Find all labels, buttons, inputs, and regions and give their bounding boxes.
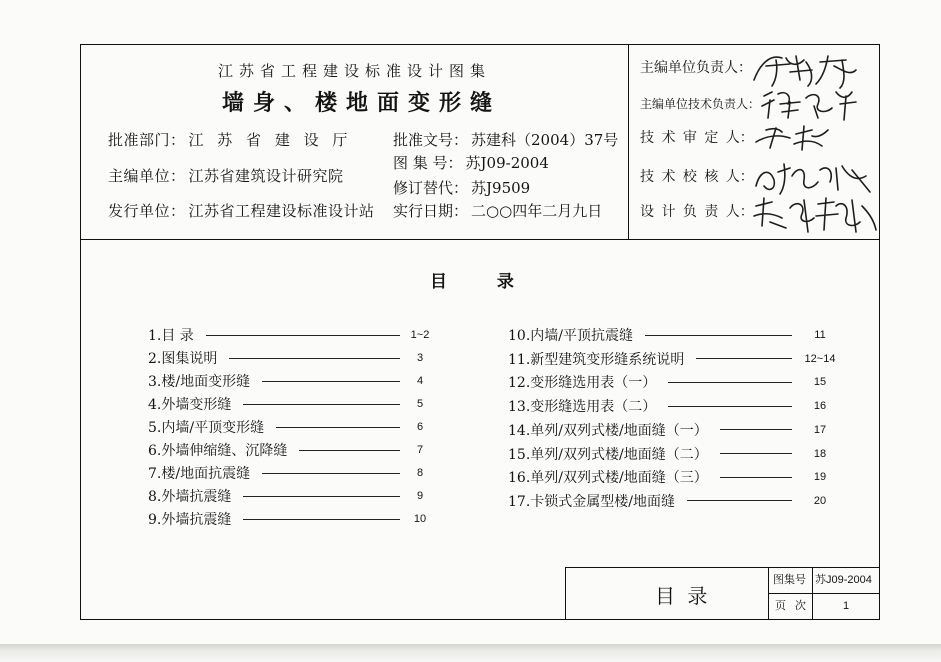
toc-item-page: 7 — [416, 444, 424, 456]
toc-leader-line — [206, 335, 400, 336]
signature-column-divider — [628, 44, 629, 240]
toc-leader-line — [243, 404, 400, 405]
toc-item — [508, 468, 838, 486]
toc-leader-line — [687, 500, 792, 501]
approval-dept-line — [108, 131, 348, 149]
scan-edge-band — [0, 644, 941, 662]
title-block-atlas-no: 苏J09-2004 — [815, 574, 872, 586]
toc-item — [508, 350, 838, 368]
toc-item-title: 13.变形缝选用表（二） — [508, 399, 657, 416]
atlas-no-line — [393, 154, 549, 172]
replaces-value: 苏J9509 — [471, 179, 531, 197]
toc-item — [148, 487, 435, 505]
toc-item-title: 10.内墙/平顶抗震缝 — [508, 328, 633, 344]
replaces-line — [393, 179, 530, 197]
toc-heading: 目 录 — [430, 272, 514, 292]
title-block-title: 目 录 — [655, 584, 708, 608]
effective-date-line — [393, 202, 602, 220]
toc-item-title: 2.图集说明 — [148, 351, 218, 367]
chief-unit-label: 主编单位： — [108, 167, 186, 185]
toc-item — [508, 373, 838, 391]
toc-item-page: 1~2 — [410, 329, 430, 341]
title-block-row-divider — [768, 593, 880, 594]
toc-item-page: 19 — [813, 471, 827, 484]
toc-item — [508, 492, 838, 510]
technical-approver-label: 技 术 审 定 人： — [640, 130, 754, 146]
toc-item — [148, 372, 435, 390]
toc-item-page: 16 — [813, 400, 827, 413]
toc-item — [148, 349, 435, 367]
toc-item-title: 8.外墙抗震缝 — [148, 489, 232, 505]
toc-item-title: 9.外墙抗震缝 — [148, 512, 232, 528]
chief-unit-line — [108, 167, 344, 185]
approval-no-line — [393, 131, 618, 149]
toc-item-title: 5.内墙/平顶变形缝 — [148, 420, 265, 436]
toc-item — [508, 326, 838, 344]
toc-item — [148, 441, 435, 459]
toc-item-title: 14.单列/双列式楼/地面缝（一） — [508, 422, 708, 439]
toc-item-page: 4 — [416, 375, 424, 387]
toc-item — [148, 395, 435, 413]
toc-item — [508, 421, 838, 439]
toc-item-title: 15.单列/双列式楼/地面缝（二） — [508, 446, 708, 463]
approval-dept-label: 批准部门： — [108, 131, 186, 149]
toc-item-title: 16.单列/双列式楼/地面缝（三） — [508, 470, 708, 487]
chief-unit-value: 江苏省建筑设计研究院 — [188, 167, 344, 185]
technical-checker-label: 技 术 校 核 人： — [640, 169, 754, 185]
atlas-no-label: 图 集 号： — [393, 154, 463, 172]
toc-item-page: 3 — [416, 352, 424, 364]
toc-item — [148, 464, 435, 482]
chief-unit-head-label: 主编单位负责人： — [640, 60, 752, 76]
header-divider — [80, 239, 880, 240]
toc-item-title: 4.外墙变形缝 — [148, 397, 232, 413]
effective-date-value: 二○○四年二月九日 — [471, 202, 603, 220]
toc-leader-line — [720, 477, 792, 478]
toc-item — [508, 445, 838, 463]
approval-dept-value: 江 苏 省 建 设 厅 — [188, 131, 348, 149]
toc-leader-line — [243, 496, 400, 497]
toc-item-page: 15 — [813, 376, 827, 389]
toc-item-page: 12~14 — [804, 352, 836, 365]
toc-leader-line — [720, 429, 792, 430]
toc-leader-line — [262, 381, 400, 382]
title-block-page-number: 1 — [843, 600, 850, 612]
toc-item-page: 5 — [416, 398, 424, 410]
toc-item-title: 12.变形缝选用表（一） — [508, 375, 657, 392]
effective-date-label: 实行日期： — [393, 202, 469, 220]
series-title: 江苏省工程建设标准设计图集 — [218, 62, 492, 80]
toc-item — [148, 326, 435, 344]
toc-item — [508, 397, 838, 415]
toc-leader-line — [720, 453, 792, 454]
toc-item-title: 6.外墙伸缩缝、沉降缝 — [148, 443, 288, 459]
toc-item-title: 3.楼/地面变形缝 — [148, 374, 251, 390]
toc-leader-line — [229, 358, 400, 359]
chief-unit-tech-head-label: 主编单位技术负责人： — [640, 97, 761, 111]
atlas-title: 墙身、楼地面变形缝 — [222, 90, 502, 116]
issuing-unit-value: 江苏省工程建设标准设计站 — [188, 202, 375, 220]
title-block-page-label: 页 次 — [775, 600, 807, 612]
issuing-unit-line — [108, 202, 375, 220]
toc-item — [148, 510, 435, 528]
replaces-label: 修订替代： — [393, 179, 469, 197]
toc-item-title: 11.新型建筑变形缝系统说明 — [508, 351, 685, 368]
toc-leader-line — [243, 519, 400, 520]
toc-item-page: 17 — [813, 423, 827, 436]
toc-item — [148, 418, 435, 436]
toc-item-title: 7.楼/地面抗震缝 — [148, 466, 251, 482]
toc-item-page: 18 — [813, 447, 827, 460]
toc-item-page: 8 — [416, 467, 424, 479]
toc-leader-line — [668, 382, 792, 383]
toc-leader-line — [696, 358, 792, 359]
atlas-no-value: 苏J09-2004 — [465, 154, 549, 172]
toc-leader-line — [262, 473, 400, 474]
issuing-unit-label: 发行单位： — [108, 202, 186, 220]
toc-item-page: 20 — [813, 494, 827, 507]
design-lead-label: 设 计 负 责 人： — [640, 204, 754, 220]
toc-item-page: 9 — [416, 490, 424, 502]
toc-leader-line — [299, 450, 400, 451]
toc-item-title: 17.卡锁式金属型楼/地面缝 — [508, 493, 675, 510]
toc-item-page: 11 — [814, 329, 826, 341]
toc-leader-line — [668, 406, 792, 407]
toc-leader-line — [276, 427, 400, 428]
approval-no-value: 苏建科（2004）37号 — [471, 131, 619, 149]
title-block-atlas-no-label: 图集号 — [773, 574, 806, 586]
toc-left-column — [148, 326, 435, 528]
toc-item-page: 10 — [413, 513, 427, 525]
toc-item-title: 1.目 录 — [148, 328, 194, 344]
toc-item-page: 6 — [416, 421, 424, 433]
toc-right-column — [508, 326, 838, 510]
approval-no-label: 批准文号： — [393, 131, 469, 149]
toc-leader-line — [645, 335, 792, 336]
